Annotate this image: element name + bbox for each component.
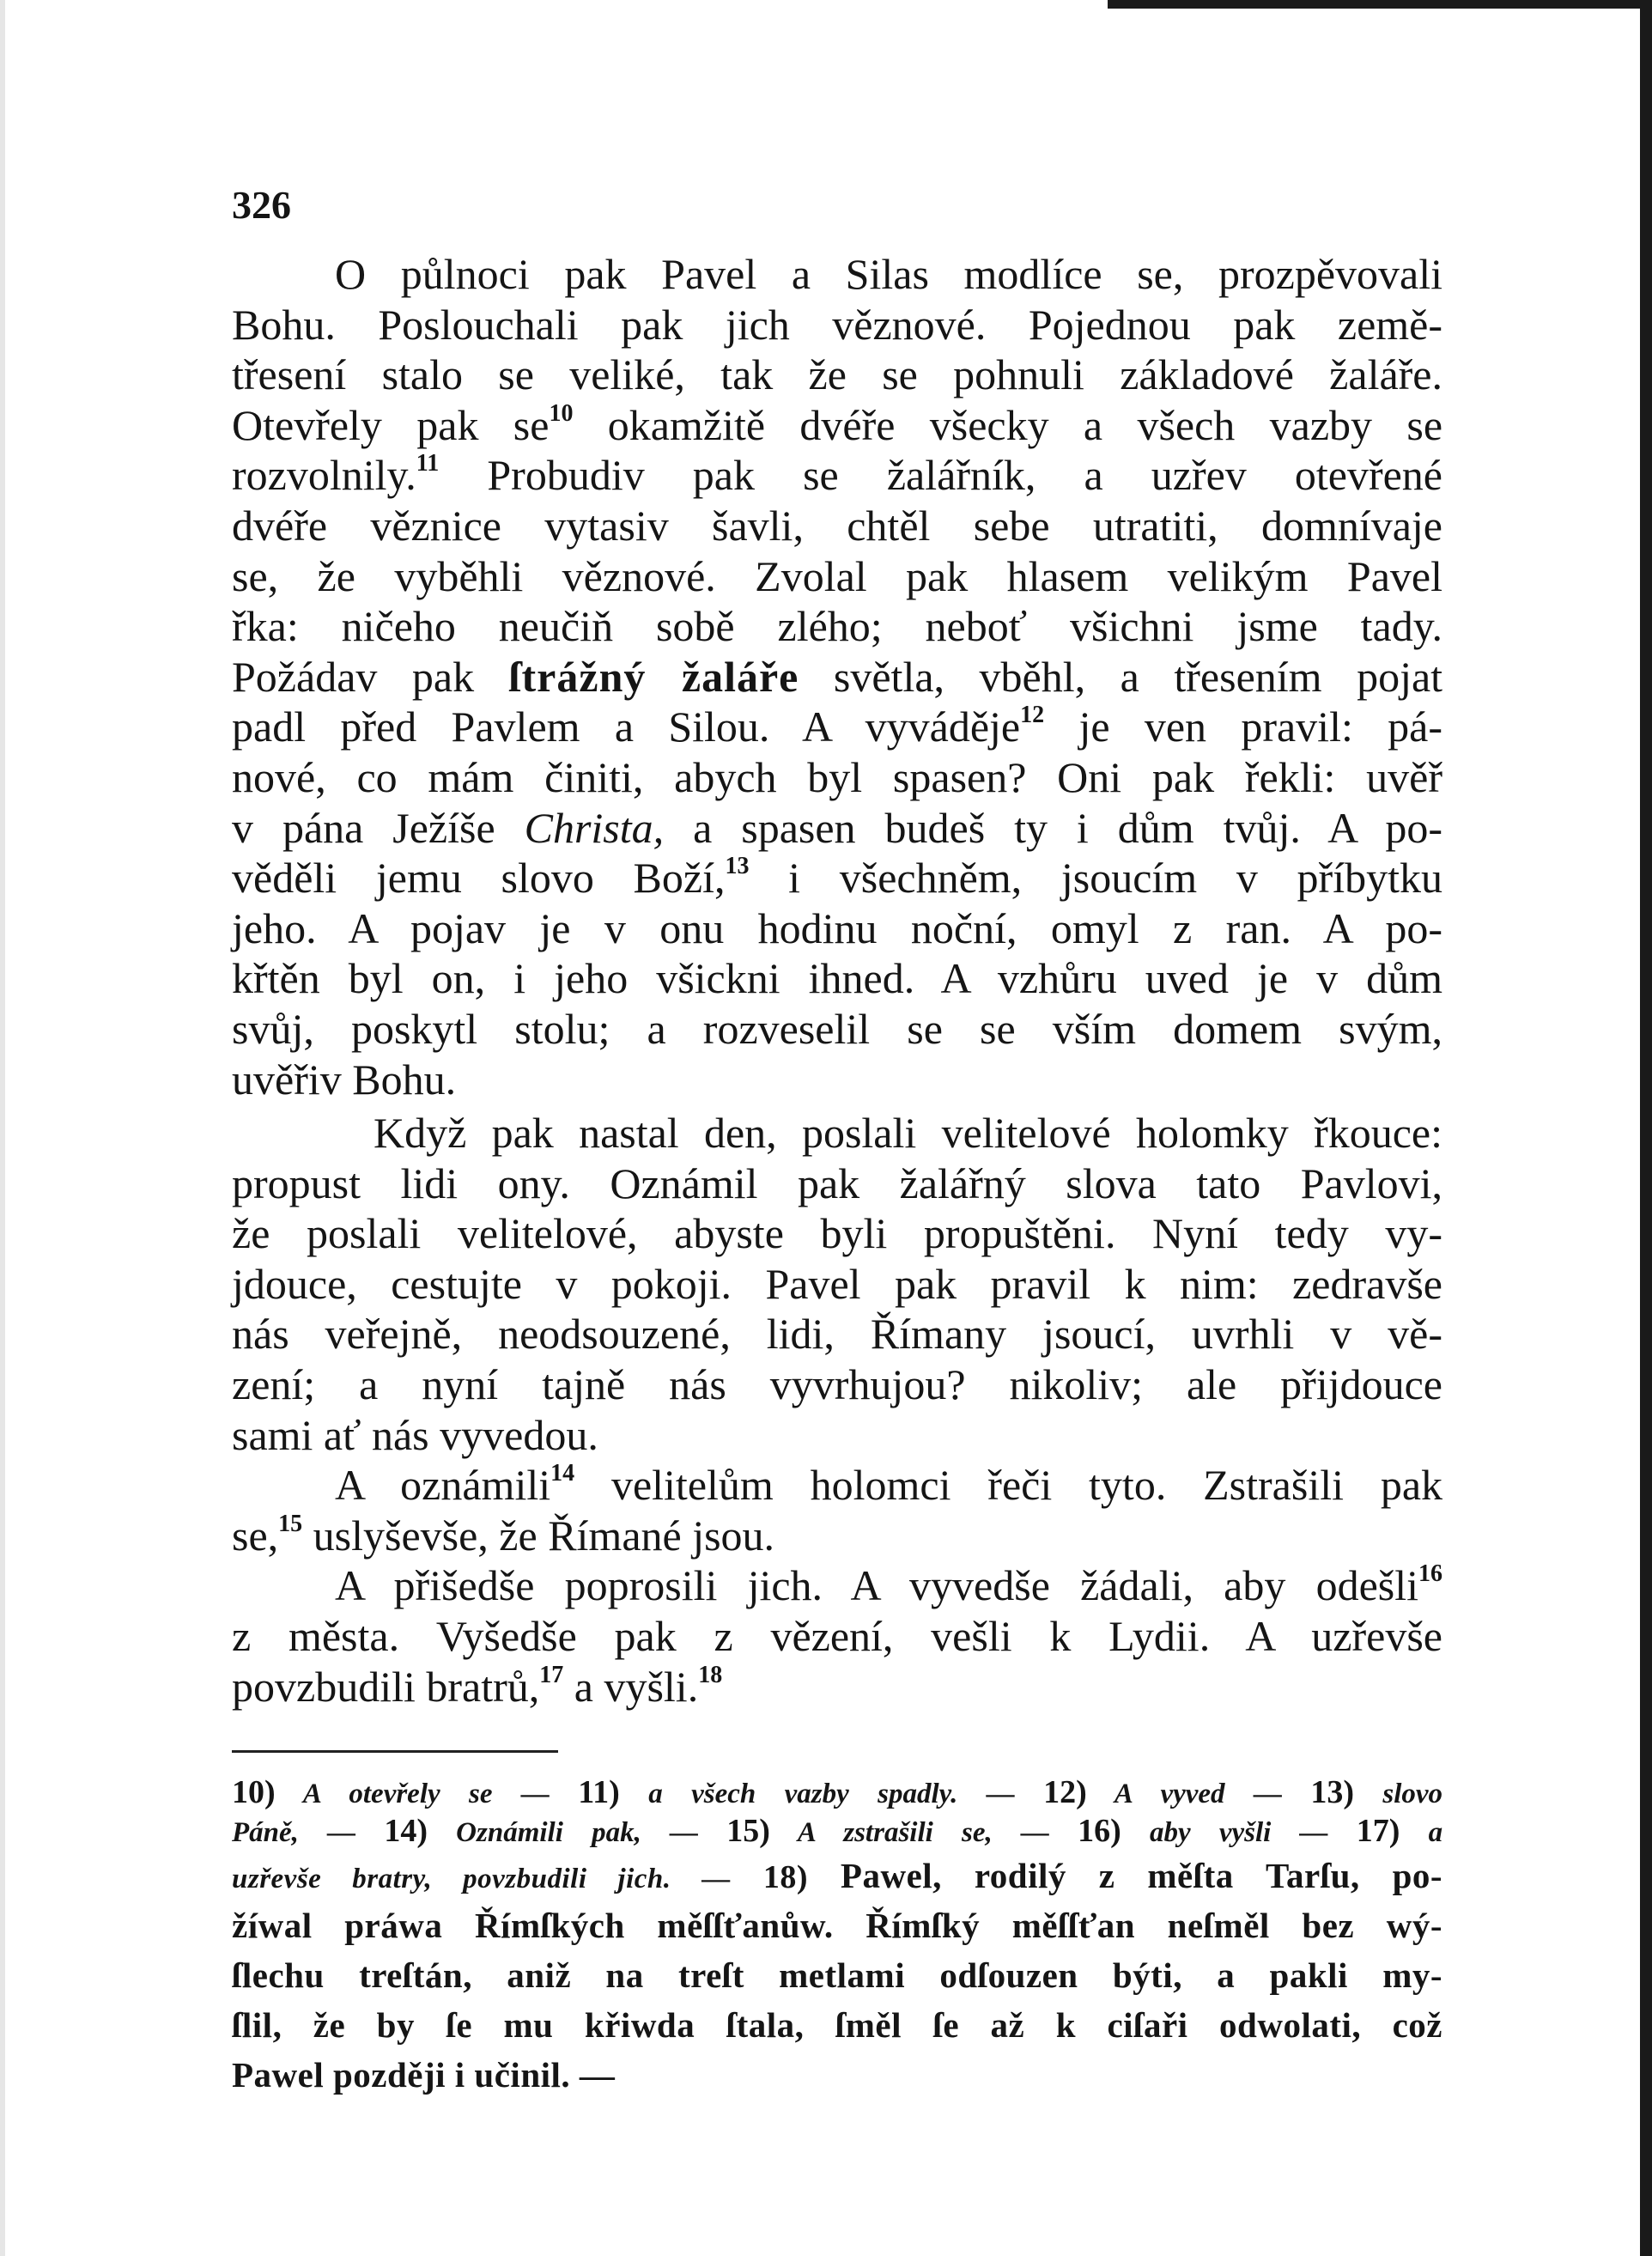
page-number: 326 <box>232 183 291 227</box>
footnote-line: Páně, — 14) Oznámili pak, — 15) A zstrašili se, — 16) aby vyšli — 17) a <box>232 1813 1443 1849</box>
text-line: uvěřiv Bohu. <box>232 1055 457 1104</box>
text-line: nás veřejně, neodsouzené, lidi, Římany jsoucí, uvrhli v vě- <box>232 1310 1442 1359</box>
text-line: Požádav pak ſtrážný žaláře světla, vběhl, a třesením pojat <box>232 652 1443 701</box>
text-line: Bohu. Poslouchali pak jich věznové. Pojednou pak země- <box>232 300 1442 349</box>
text-line: rozvolnily.$^{11}$ Probudiv pak se žalářník, a uzřev otevřené <box>232 450 1442 500</box>
text-line: propust lidi ony. Oznámil pak žalářný slova tato Pavlovi, <box>232 1158 1442 1207</box>
footnote-ref-18: 18 <box>698 1661 723 1688</box>
text-line: jdouce, cestujte v pokoji. Pavel pak pravil k nim: zedravše <box>232 1259 1442 1308</box>
text-line: povzbudili bratrů,$^{17}$ a vyšli.$^{18}$ <box>232 1661 723 1711</box>
footnote-line: Pawel později i učinil. — <box>232 2055 616 2095</box>
footnote-ref-16: 16 <box>1418 1560 1442 1588</box>
footnote-line: žíwal práwa Římſkých měſſťanůw. Římſký měſſťan neſměl bez wý- <box>232 1906 1442 1945</box>
text-line: dvéře věznice vytasiv šavli, chtěl sebe utratiti, domnívaje <box>232 501 1442 550</box>
text-line: Otevřely pak $se^{10}$ okamžitě dvéře všecky a všech vazby se <box>232 399 1443 449</box>
italic-text: Christa, <box>524 803 665 852</box>
text-line: A přišedše poprosili jich. A vyvedše žádali, aby odešli$^{16}$ <box>335 1560 1442 1610</box>
footnote-line: ſlil, že by ſe mu křiwda ſtala, ſměl ſe až k ciſaři odwolati, což <box>232 2005 1442 2045</box>
text-line: A oznámili$^{14}$ velitelům holomci řeči tyto. Zstrašili pak <box>335 1460 1443 1510</box>
footnotes <box>232 1773 1442 2100</box>
text-line: řka: ničeho neučiň sobě zlého; neboť všichni jsme tady. <box>232 602 1442 651</box>
text-line: se, že vyběhli věznové. Zvolal pak hlasem velikým Pavel <box>232 551 1442 600</box>
text-line: v pána Ježíše Christa, a spasen budeš ty i dům tvůj. A po- <box>232 803 1443 852</box>
footnote-ref-12: 12 <box>1020 702 1045 729</box>
text-line: křtěn byl on, i jeho všickni ihned. A vzhůru uved je v dům <box>232 954 1442 1003</box>
scan-border-right <box>1640 0 1652 2256</box>
footnote-divider <box>232 1750 558 1753</box>
footnote-line: ſlechu treſtán, aniž na treſt metlami odſouzen býti, a pakli my- <box>232 1955 1442 1995</box>
text-line: jeho. A pojav je v onu hodinu noční, omyl z ran. A po- <box>232 903 1442 952</box>
text-line: nové, co mám činiti, abych byl spasen? Oni pak řekli: uvěř <box>232 752 1442 801</box>
footnote-ref-10: 10 <box>549 399 574 427</box>
text-line: svůj, poskytl stolu; a rozveselil se se vším domem svým, <box>232 1004 1442 1053</box>
footnote-line: uzřevše bratry, povzbudili jich. — 18) Pawel, rodilý z měſta Tarſu, po- <box>232 1856 1443 1895</box>
text-line: že poslali velitelové, abyste byli propuštěni. Nyní tedy vy- <box>232 1209 1442 1258</box>
text-line: zení; a nyní tajně nás vyvrhujou? nikoliv; ale přijdouce <box>232 1360 1442 1409</box>
main-text <box>232 249 1442 1712</box>
text-line: padl před Pavlem a Silou. A vyváděje$^{12}$ je ven pravil: pá- <box>232 702 1443 751</box>
footnote-ref-17: 17 <box>539 1661 564 1688</box>
footnote-ref-14: 14 <box>550 1460 575 1487</box>
text-line: sami ať nás vyvedou. <box>232 1410 598 1459</box>
footnote-ref-13: 13 <box>725 853 750 880</box>
text-line: Když pak nastal den, poslali velitelové holomky řkouce: <box>374 1109 1442 1158</box>
text-line: z města. Vyšedše pak z vězení, vešli k Lydii. A uzřevše <box>232 1612 1442 1661</box>
footnote-ref-11: 11 <box>416 450 440 477</box>
scan-border-left <box>0 0 5 2256</box>
text-line: věděli jemu slovo Boží,$^{13}$ i všechněm, jsoucím v příbytku <box>232 853 1442 903</box>
footnote-ref-15: 15 <box>278 1510 303 1537</box>
text-line: třesení stalo se veliké, tak že se pohnuli základové žaláře. <box>232 350 1442 399</box>
text-line: O půlnoci pak Pavel a Silas modlíce se, prozpěvovali <box>335 250 1442 298</box>
gothic-text: ſtrážný žaláře <box>508 652 799 701</box>
text-line: se,$^{15}$ uslyševše, že Římané jsou. <box>232 1510 775 1560</box>
scan-border-top <box>1108 0 1652 9</box>
footnote-line: 10) A otevřely se — 11) a všech vazby spadly. — 12) A vyved — 13) slovo <box>232 1774 1443 1810</box>
